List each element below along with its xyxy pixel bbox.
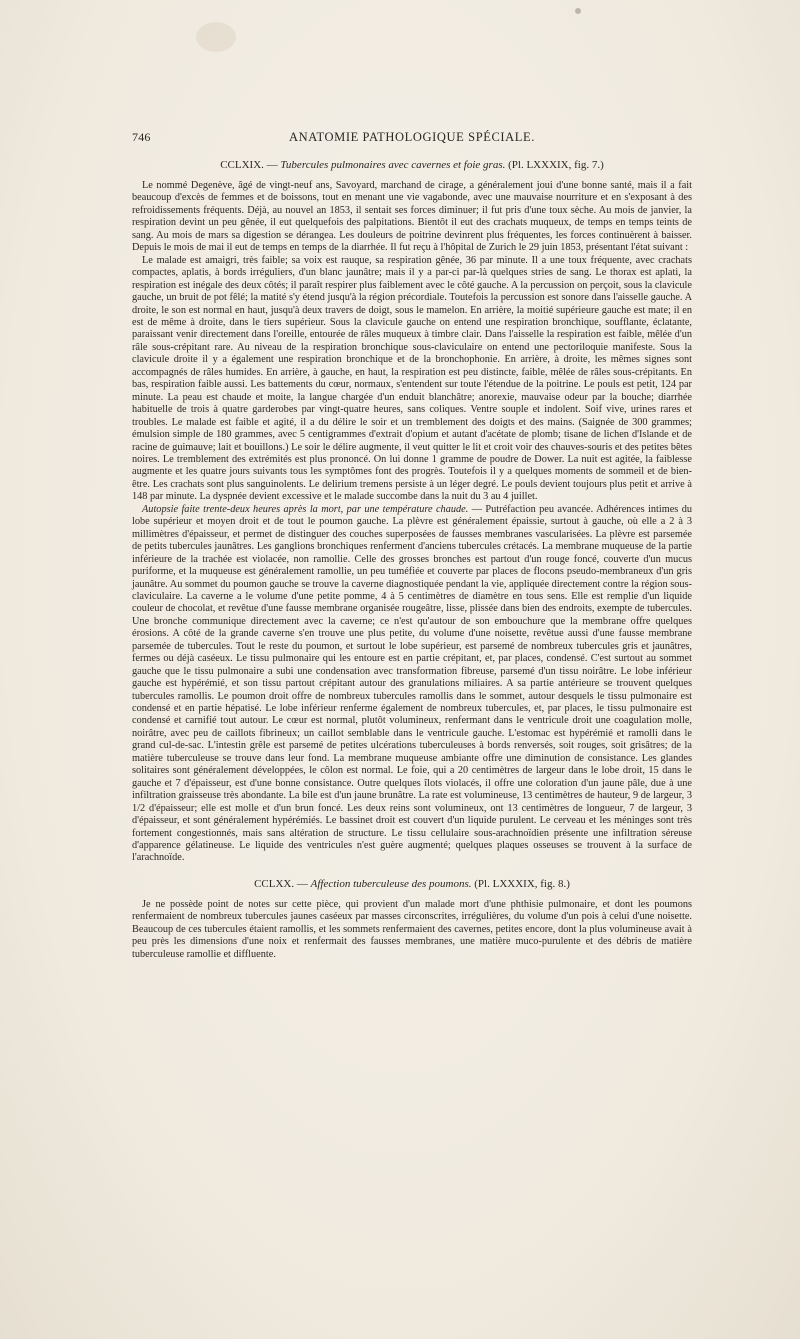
- paragraph-text: Le malade est amaigri, très faible; sa voix est rauque, sa respiration gênée, 36 par minute. Il a une toux fréquente, avec crachats compactes, aplatis, à bords irréguliers, d'un blanc jaunâtre; mais il y a par-ci par-là quelques stries de sang. Le thorax est aplati, la respiration est inégale des deux côtés; il paraît respirer plus faiblement avec le côté gauche. A la percussion on perçoit, sous la clavicule gauche, un bruit de pot fêlé; la matité s'y étend jusqu'à la région précordiale. Toutefois la percussion est sonore dans l'aisselle gauche. A droite, le son est normal en haut, jusqu'à deux travers de doigt, sous le mamelon. En arrière, la moitié supérieure gauche est mate; il en est de même à droite, dans le tiers supérieur. Sous la clavicule gauche on entend une respiration bronchique, soufflante, éclatante, paraissant venir directement dans l'oreille, entourée de râles muqueux à timbre clair. Dans l'aisselle la respiration est faible, mêlée d'un râle sous-crépitant rare. Au niveau de la respiration bronchique sous-claviculaire on entend une pectoriloquie manifeste. Sous la clavicule droite il y a également une respiration bronchique et de la bronchophonie. En arrière, à droite, les mêmes signes sont accompagnés de râles humides. En arrière, à gauche, en haut, la respiration est peu distincte, faible, mêlée de râles sous-crépitants. En bas, respiration faible aussi. Les battements du cœur, normaux, s'entendent sur toute l'étendue de la poitrine. Le pouls est petit, 124 par minute. La peau est chaude et moite, la langue chargée d'un enduit blanchâtre; anorexie, mauvaise odeur par la bouche; diarrhée habituelle de trois à quatre garderobes par vingt-quatre heures, sans coliques. Ventre souple et indolent. Soif vive, urines rares et troubles. Le malade est faible et agité, il a du délire le soir et un tremblement des doigts et des mains. (Saignée de 300 grammes; émulsion simple de 180 grammes, avec 5 centigrammes d'extrait d'opium et autant d'acétate de plomb; tisane de lichen d'Islande et de racine de guimauve; lait et bouillons.) Le soir le délire augmente, il veut quitter le lit et croit voir des chauves-souris et des petites bêtes noires. Le tremblement des extrémités est plus prononcé. On lui donne 1 gramme de poudre de Dower. La nuit est agitée, la faiblesse augmente et les quatre jours suivants tous les symptômes font des progrès. Toutefois il y a quelques moments de sommeil et de bien-être. Les crachats sont plus sanguinolents. Le delirium tremens persiste à un léger degré. Le pouls devient toujours plus petit et arrive à 148 par minute. La dyspnée devient excessive et le malade succombe dans la nuit du 3 au 4 juillet.: [132, 254, 692, 503]
- case-section: [132, 158, 692, 865]
- running-title: ANATOMIE PATHOLOGIQUE SPÉCIALE.: [288, 130, 536, 144]
- case-paragraph: [132, 899, 692, 961]
- paper-speck: [575, 8, 581, 14]
- case-heading: [132, 877, 692, 891]
- page-header: [132, 130, 692, 146]
- case-title: Affection tuberculeuse des poumons.: [310, 877, 472, 890]
- case-heading: [132, 158, 692, 172]
- page-number: 746: [132, 130, 151, 144]
- case-section: [132, 877, 692, 961]
- case-number: CCLXX. —: [254, 877, 308, 890]
- paragraph-text: Le nommé Degenève, âgé de vingt-neuf ans, Savoyard, marchand de cirage, a généralement joui d'une bonne santé, mais il a fait beaucoup d'excès de femmes et de boissons, tout en menant une vie vagabonde, avec une mauvaise nourriture et en s'exposant à des refroidissements fréquents. Déjà, au nouvel an 1853, il sentait ses forces diminuer; il fut pris d'une toux sèche. Au mois de janvier, la respiration devint un peu gênée, il eut quelquefois des palpitations. Bientôt il eut des crachats muqueux, de temps en temps teints de sang. Au mois de mars sa digestion se dérangea. Les douleurs de poitrine devinrent plus fréquentes, les forces continuèrent à baisser. Depuis le mois de mai il eut de temps en temps de la diarrhée. Il fut reçu à l'hôpital de Zurich le 29 juin 1853, présentant l'état suivant :: [132, 180, 692, 254]
- case-paragraph: [132, 180, 692, 255]
- plate-reference: (Pl. LXXXIX, fig. 7.): [508, 159, 604, 171]
- case-title: Tubercules pulmonaires avec cavernes et foie gras.: [280, 159, 506, 171]
- paragraph-text: Je ne possède point de notes sur cette pièce, qui provient d'un malade mort d'une phthisie pulmonaire, et dont les poumons renfermaient de nombreux tubercules jaunes caséeux par masses circonscrites, irrégulières, du volume d'un pois à celui d'une noisette. Beaucoup de ces tubercules étaient ramollis, et les sommets renfermaient des cavernes, petites encore, dont la plus volumineuse avait à peu près les dimensions d'une noix et renfermait des fausses membranes, une matière muco-purulente et des débris de matière tuberculeuse ramollie et diffluente.: [132, 898, 692, 960]
- autopsy-lead: Autopsie faite trente-deux heures après la mort, par une température chaude.: [142, 503, 469, 515]
- case-number: CCLXIX. —: [220, 159, 278, 171]
- case-paragraph: [132, 255, 692, 504]
- plate-reference: (Pl. LXXXIX, fig. 8.): [474, 877, 570, 890]
- page-content: [132, 158, 692, 961]
- paragraph-text: — Putréfaction peu avancée. Adhérences intimes du lobe supérieur et moyen droit et de tout le poumon gauche. La plèvre est généralement épaissie, surtout à gauche, où elle a 2 à 3 millimètres d'épaisseur, et permet de distinguer des couches superposées de fausses membranes vascularisées. La plèvre est parsemée de petits tubercules jaunâtres. Les ganglions bronchiques renferment d'anciens tubercules crétacés. La membrane muqueuse de la partie inférieure de la trachée est violacée, non ramollie. Celle des grosses bronches est partout d'un rouge foncé, couverte d'un mucus puriforme, et la muqueuse est généralement ramollie, un peu tuméfiée et couverte par places de flocons pseudo-membraneux d'un gris jaunâtre. Au sommet du poumon gauche se trouve la caverne diagnostiquée pendant la vie, appliquée directement contre la région sous-claviculaire. La caverne a le volume d'une petite pomme, 4 à 5 centimètres de diamètre en tous sens. Elle est remplie d'un liquide couleur de chocolat, et revêtue d'une fausse membrane organisée rougeâtre, lisse, plissée dans bien des endroits, exempte de tubercules. Une bronche communique directement avec la caverne; ce n'est qu'autour de son embouchure que la membrane offre quelques érosions. A côté de la grande caverne s'en trouve une plus petite, du volume d'une noisette, revêtue aussi d'une fausse membrane parsemée de tubercules. Tout le reste du poumon, et surtout le lobe supérieur, est parsemé de nombreux tubercules gris et jaunâtres, fermes ou déjà caséeux. Le tissu pulmonaire qui les entoure est en partie crépitant, et, par places, condensé. C'est surtout au sommet gauche que le tissu pulmonaire a subi une condensation avec transformation fibreuse, parsemé d'un tissu noirâtre. Le lobe inférieur gauche est hypérémié, et son tissu partout crépitant autour des granulations miliaires. A sa partie antérieure se trouvent quelques tubercules ramollis. Le poumon droit offre de nombreux tubercules ramollis dans le sommet, autour desquels le tissu pulmonaire est condensé et en partie hépatisé. Le lobe inférieur renferme également de nombreux tubercules, et, par places, le tissu pulmonaire est condensé et carnifié tout autour. Le cœur est normal, plutôt volumineux, renfermant dans le ventricule droit une coagulation molle, noirâtre, avec peu de caillots fibrineux; un caillot semblable dans le ventricule gauche. L'estomac est hypérémié et ramolli dans le grand cul-de-sac. L'intestin grêle est parsemé de petites ulcérations tuberculeuses à bords renversés, soit rouges, soit grisâtres; de la matière tuberculeuse se trouve dans leur fond. La membrane muqueuse ambiante offre une diminution de consistance. Les glandes solitaires sont généralement développées, le côlon est normal. Le foie, qui a 20 centimètres de largeur dans le lobe droit, 15 dans le gauche et 7 d'épaisseur, est d'une bonne consistance. Outre quelques îlots violacés, il offre une coloration d'un jaune pâle, due à une infiltration graisseuse très abondante. La bile est d'un jaune brunâtre. La rate est volumineuse, 13 centimètres de hauteur, 9 de largeur, 3 1/2 d'épaisseur; elle est molle et d'un brun foncé. Les deux reins sont volumineux, ont 13 centimètres de longueur, 7 de largeur, 3 d'épaisseur, et sont généralement hypérémiés. Le bassinet droit est couvert d'un liquide purulent. Le cerveau et les méninges sont très fortement congestionnés, mais sans altération de structure. Le tissu cellulaire sous-arachnoïdien présente une infiltration séreuse d'apparence gélatineuse. Le liquide des ventricules n'est guère augmenté; quelques plaques osseuses se trouvent à la surface de l'arachnoïde.: [132, 503, 693, 864]
- paper-stain: [196, 22, 236, 52]
- autopsy-paragraph: [132, 504, 692, 865]
